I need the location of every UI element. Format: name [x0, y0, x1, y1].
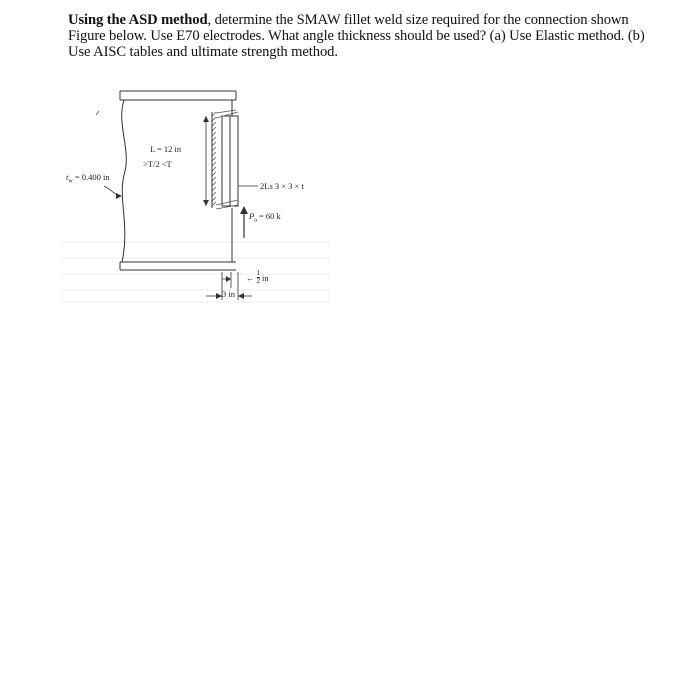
- plate-thickness-symbol: t: [66, 172, 69, 182]
- problem-text: , determine the SMAW fillet weld size required for the connection shown Figure below. Use E70 electrodes. What angle thickness should be used? (a) Use Elastic method. (b) Use AISC tables and ultimate strength method.: [68, 12, 645, 60]
- plate-thickness-value: = 0.400 in: [72, 172, 110, 182]
- problem-bold-lead: Using the ASD method: [68, 12, 208, 28]
- length-label: L = 12 in: [150, 144, 182, 154]
- length-arrow-top: [203, 116, 209, 122]
- load-sub: a: [254, 217, 257, 224]
- half-inch-num: 1: [256, 269, 260, 277]
- half-inch-arrow-glyph: ←: [246, 272, 255, 283]
- three-in-label: 3 in: [222, 289, 235, 299]
- load-label: [249, 211, 281, 224]
- ratio-label: >T/2 <T: [143, 159, 172, 169]
- weld-hatching: [212, 110, 238, 209]
- load-value: = 60 k: [256, 211, 281, 221]
- plate-thickness-label: [66, 172, 110, 185]
- background-noise: [60, 242, 330, 302]
- half-inch-label: [246, 270, 269, 285]
- three-in-arrow-right: [238, 293, 244, 299]
- thickness-leader-arrow: [116, 193, 122, 199]
- load-symbol: P: [249, 211, 255, 221]
- half-inch-den: 2: [256, 277, 260, 285]
- angle-label: 2Ls 3 × 3 × t: [260, 181, 304, 191]
- stray-mark: [96, 111, 99, 115]
- plate-thickness-sub: w: [68, 178, 73, 185]
- plate-break-line-left: [122, 100, 127, 262]
- half-inch-fraction: [257, 270, 261, 285]
- half-inch-unit: in: [262, 272, 269, 283]
- load-arrow-head: [240, 206, 248, 214]
- half-inch-arrow: [226, 276, 231, 282]
- length-arrow-bottom: [203, 200, 209, 206]
